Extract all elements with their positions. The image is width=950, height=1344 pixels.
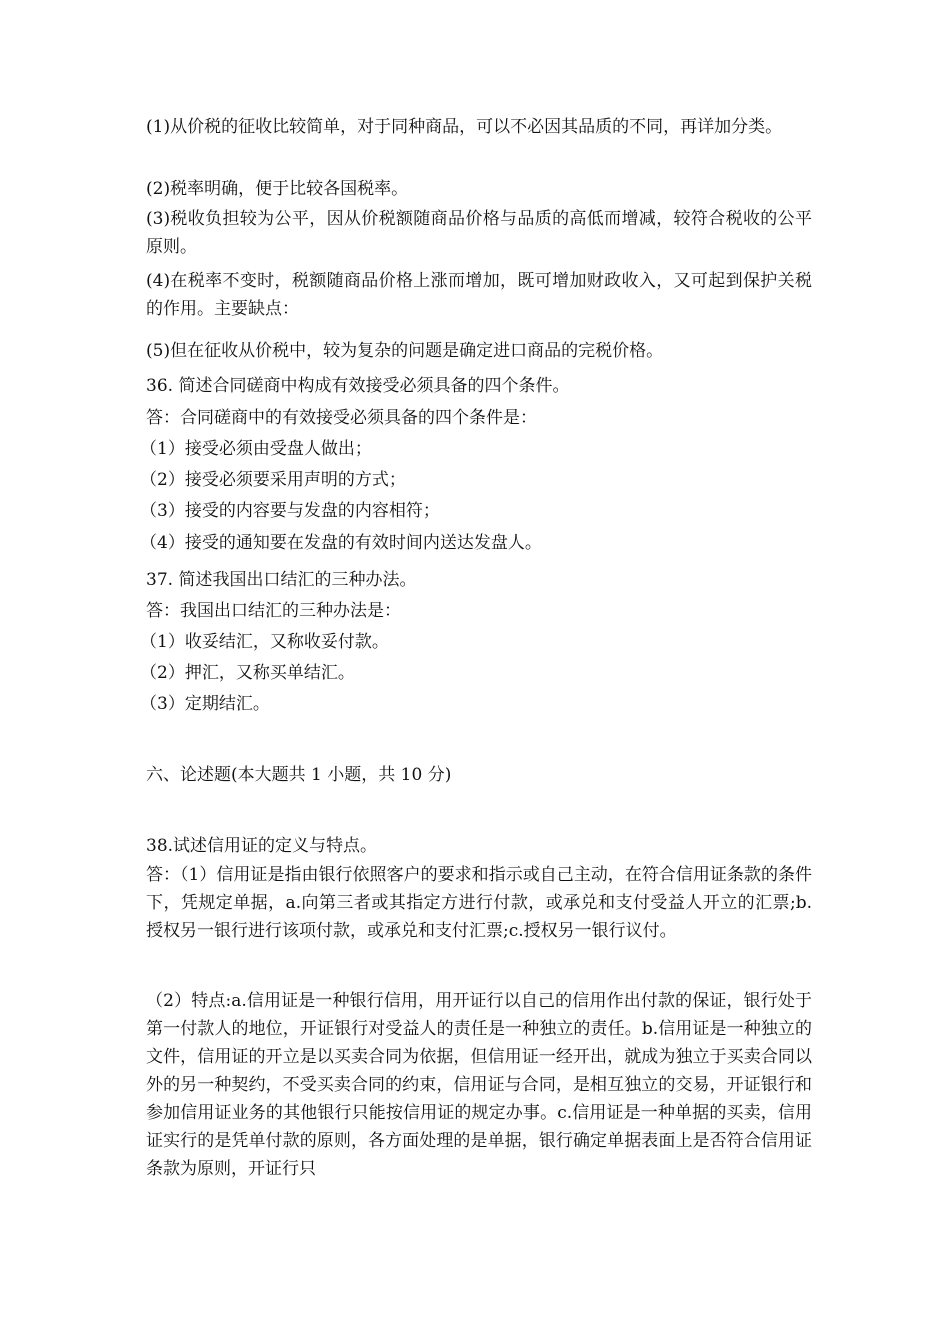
paragraph: （2）特点:a.信用证是一种银行信用，用开证行以自己的信用作出付款的保证，银行处于第一付款人的地位，开证银行对受益人的责任是一种独立的责任。b.信用证是一种独立的文件，信用证的开立是以买卖合同为依据，但信用证一经开出，就成为独立于买卖合同以外的另一种契约，不受买卖合同的约束，信用证与合同，是相互独立的交易，开证银行和参加信用证业务的其他银行只能按信用证的规定办事。c.信用证是一种单据的买卖，信用证实行的是凭单付款的原则，各方面处理的是单据，银行确定单据表面上是否符合信用证条款为原则，开证行只 bbox=[146, 991, 812, 1179]
question-36 bbox=[146, 372, 812, 400]
paragraph: （2）押汇，又称买单结汇。 bbox=[140, 663, 355, 683]
answer-37 bbox=[146, 597, 812, 625]
answer-36-item-3 bbox=[140, 497, 806, 525]
paragraph: 38.试述信用证的定义与特点。 bbox=[146, 836, 378, 856]
paragraph: （3）接受的内容要与发盘的内容相符； bbox=[140, 501, 440, 521]
paragraph: 六、论述题(本大题共 1 小题，共 10 分) bbox=[146, 765, 452, 785]
para-5 bbox=[146, 337, 812, 365]
question-37 bbox=[146, 566, 812, 594]
answer-38-part-2 bbox=[146, 987, 812, 1183]
answer-37-item-2 bbox=[140, 659, 806, 687]
paragraph: 答：合同磋商中的有效接受必须具备的四个条件是： bbox=[146, 408, 537, 428]
paragraph: 答：（1）信用证是指由银行依照客户的要求和指示或自己主动，在符合信用证条款的条件下，凭规定单据，a.向第三者或其指定方进行付款，或承兑和支付受益人开立的汇票;b.授权另一银行进行该项付款，或承兑和支付汇票;c.授权另一银行议付。 bbox=[146, 865, 812, 941]
para-1 bbox=[146, 113, 812, 141]
paragraph: (3)税收负担较为公平，因从价税额随商品价格与品质的高低而增减，较符合税收的公平原则。 bbox=[146, 209, 812, 257]
answer-37-item-1 bbox=[140, 628, 806, 656]
answer-36 bbox=[146, 404, 812, 432]
answer-36-item-1 bbox=[140, 435, 806, 463]
paragraph: (1)从价税的征收比较简单，对于同种商品，可以不必因其品质的不同，再详加分类。 bbox=[146, 117, 783, 137]
answer-36-item-4 bbox=[140, 529, 806, 557]
paragraph: (5)但在征收从价税中，较为复杂的问题是确定进口商品的完税价格。 bbox=[146, 341, 664, 361]
answer-38-part-1 bbox=[146, 861, 812, 945]
para-2 bbox=[146, 175, 812, 203]
paragraph: 36. 简述合同磋商中构成有效接受必须具备的四个条件。 bbox=[146, 376, 570, 396]
paragraph: （2）接受必须要采用声明的方式； bbox=[140, 470, 406, 490]
answer-36-item-2 bbox=[140, 466, 806, 494]
paragraph: (2)税率明确，便于比较各国税率。 bbox=[146, 179, 409, 199]
paragraph: （1）接受必须由受盘人做出； bbox=[140, 439, 372, 459]
answer-37-item-3 bbox=[140, 690, 806, 718]
question-38 bbox=[146, 832, 812, 860]
paragraph: 37. 简述我国出口结汇的三种办法。 bbox=[146, 570, 417, 590]
para-3 bbox=[146, 205, 812, 261]
section-heading bbox=[146, 761, 812, 789]
paragraph: （1）收妥结汇，又称收妥付款。 bbox=[140, 632, 389, 652]
para-4 bbox=[146, 267, 812, 323]
paragraph: 答：我国出口结汇的三种办法是： bbox=[146, 601, 401, 621]
paragraph: （4）接受的通知要在发盘的有效时间内送达发盘人。 bbox=[140, 533, 542, 553]
paragraph: （3）定期结汇。 bbox=[140, 694, 270, 714]
paragraph: (4)在税率不变时，税额随商品价格上涨而增加，既可增加财政收入，又可起到保护关税的作用。主要缺点： bbox=[146, 271, 812, 319]
